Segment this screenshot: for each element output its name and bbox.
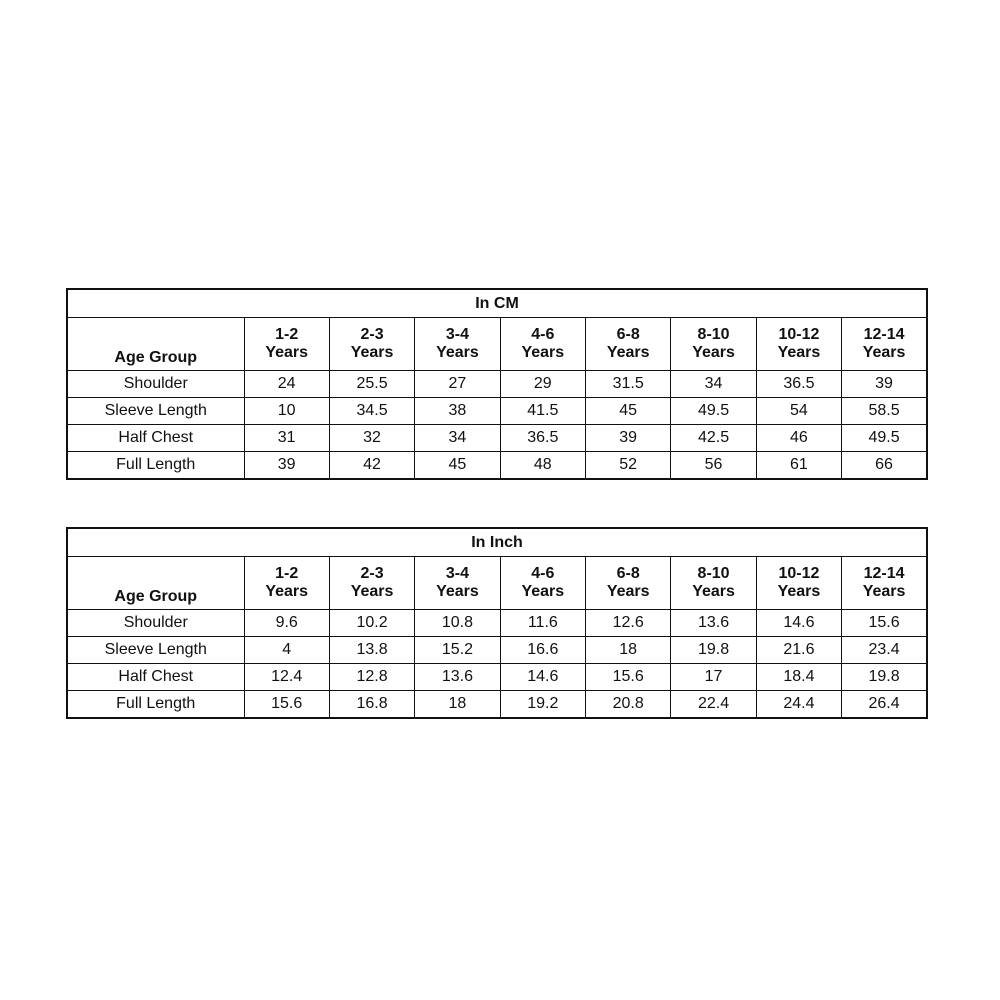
age-range: 10-12 [778,326,820,344]
measurement-value: 45 [415,452,500,480]
age-range: 4-6 [531,565,555,583]
measurement-value: 18 [586,637,671,664]
age-column-header [329,557,414,610]
age-group-header: Age Group [67,318,244,371]
measurement-value: 66 [842,452,927,480]
age-unit: Years [436,344,479,361]
measurement-value: 19.2 [500,691,585,719]
table-title: In Inch [67,528,927,557]
age-range: 2-3 [360,565,384,583]
measurement-label: Shoulder [67,371,244,398]
age-range: 3-4 [445,565,469,583]
age-unit: Years [862,583,906,600]
measurement-value: 41.5 [500,398,585,425]
measurement-value: 18 [415,691,500,719]
measurement-value: 11.6 [500,610,585,637]
measurement-value: 12.8 [329,664,414,691]
measurement-label: Half Chest [67,664,244,691]
measurement-value: 14.6 [756,610,841,637]
size-table-cm [66,288,928,480]
table-row [67,398,927,425]
measurement-value: 19.8 [842,664,927,691]
measurement-value: 23.4 [842,637,927,664]
measurement-value: 27 [415,371,500,398]
age-unit: Years [777,583,821,600]
measurement-value: 25.5 [329,371,414,398]
measurement-value: 15.6 [586,664,671,691]
measurement-value: 15.2 [415,637,500,664]
measurement-value: 61 [756,452,841,480]
measurement-value: 42 [329,452,414,480]
age-column-header [329,318,414,371]
measurement-value: 10.2 [329,610,414,637]
age-column-header [756,557,841,610]
age-column-header [500,318,585,371]
measurement-value: 56 [671,452,756,480]
age-range: 8-10 [697,326,730,344]
age-unit: Years [436,583,479,600]
measurement-value: 24 [244,371,329,398]
measurement-value: 42.5 [671,425,756,452]
size-table-inch [66,527,928,719]
measurement-value: 19.8 [671,637,756,664]
table-title: In CM [67,289,927,318]
measurement-value: 39 [842,371,927,398]
age-unit: Years [692,344,735,361]
age-range: 6-8 [616,565,640,583]
age-unit: Years [350,583,394,600]
measurement-value: 18.4 [756,664,841,691]
age-column-header [671,318,756,371]
table-row [67,637,927,664]
age-column-header [500,557,585,610]
age-column-header [586,318,671,371]
measurement-value: 13.8 [329,637,414,664]
age-unit: Years [606,583,650,600]
age-column-header [842,318,927,371]
measurement-value: 15.6 [244,691,329,719]
age-range: 4-6 [531,326,555,344]
measurement-value: 16.8 [329,691,414,719]
age-range: 8-10 [697,565,730,583]
measurement-value: 21.6 [756,637,841,664]
age-range: 12-14 [863,326,905,344]
age-column-header [842,557,927,610]
age-column-header [244,318,329,371]
measurement-value: 31.5 [586,371,671,398]
measurement-value: 48 [500,452,585,480]
table-row [67,452,927,480]
age-range: 6-8 [616,326,640,344]
age-unit: Years [862,344,906,361]
measurement-value: 13.6 [415,664,500,691]
age-unit: Years [350,344,394,361]
measurement-value: 39 [244,452,329,480]
table-row [67,691,927,719]
age-group-header: Age Group [67,557,244,610]
measurement-value: 29 [500,371,585,398]
age-range: 1-2 [275,565,299,583]
measurement-value: 20.8 [586,691,671,719]
age-column-header [671,557,756,610]
age-column-header [244,557,329,610]
measurement-value: 10.8 [415,610,500,637]
age-unit: Years [265,344,309,361]
measurement-value: 31 [244,425,329,452]
measurement-value: 34.5 [329,398,414,425]
table-row [67,610,927,637]
measurement-value: 54 [756,398,841,425]
measurement-value: 12.6 [586,610,671,637]
measurement-value: 17 [671,664,756,691]
measurement-label: Sleeve Length [67,398,244,425]
measurement-value: 4 [244,637,329,664]
measurement-label: Shoulder [67,610,244,637]
measurement-value: 9.6 [244,610,329,637]
measurement-label: Sleeve Length [67,637,244,664]
age-unit: Years [777,344,821,361]
age-column-header [586,557,671,610]
measurement-label: Full Length [67,691,244,719]
table-row [67,371,927,398]
age-column-header [756,318,841,371]
age-unit: Years [606,344,650,361]
measurement-value: 49.5 [842,425,927,452]
age-unit: Years [692,583,735,600]
measurement-value: 10 [244,398,329,425]
measurement-value: 36.5 [500,425,585,452]
measurement-value: 15.6 [842,610,927,637]
age-column-header [415,318,500,371]
measurement-value: 34 [671,371,756,398]
measurement-value: 32 [329,425,414,452]
measurement-value: 38 [415,398,500,425]
measurement-value: 12.4 [244,664,329,691]
age-range: 2-3 [360,326,384,344]
age-range: 1-2 [275,326,299,344]
measurement-value: 22.4 [671,691,756,719]
measurement-value: 49.5 [671,398,756,425]
measurement-value: 52 [586,452,671,480]
age-range: 10-12 [778,565,820,583]
measurement-label: Half Chest [67,425,244,452]
measurement-value: 13.6 [671,610,756,637]
age-range: 3-4 [445,326,469,344]
age-unit: Years [521,344,565,361]
age-unit: Years [265,583,309,600]
measurement-value: 24.4 [756,691,841,719]
measurement-value: 34 [415,425,500,452]
measurement-label: Full Length [67,452,244,480]
age-column-header [415,557,500,610]
age-unit: Years [521,583,565,600]
measurement-value: 39 [586,425,671,452]
measurement-value: 46 [756,425,841,452]
measurement-value: 45 [586,398,671,425]
measurement-value: 36.5 [756,371,841,398]
measurement-value: 58.5 [842,398,927,425]
table-row [67,664,927,691]
age-range: 12-14 [863,565,905,583]
measurement-value: 26.4 [842,691,927,719]
measurement-value: 14.6 [500,664,585,691]
table-row [67,425,927,452]
measurement-value: 16.6 [500,637,585,664]
